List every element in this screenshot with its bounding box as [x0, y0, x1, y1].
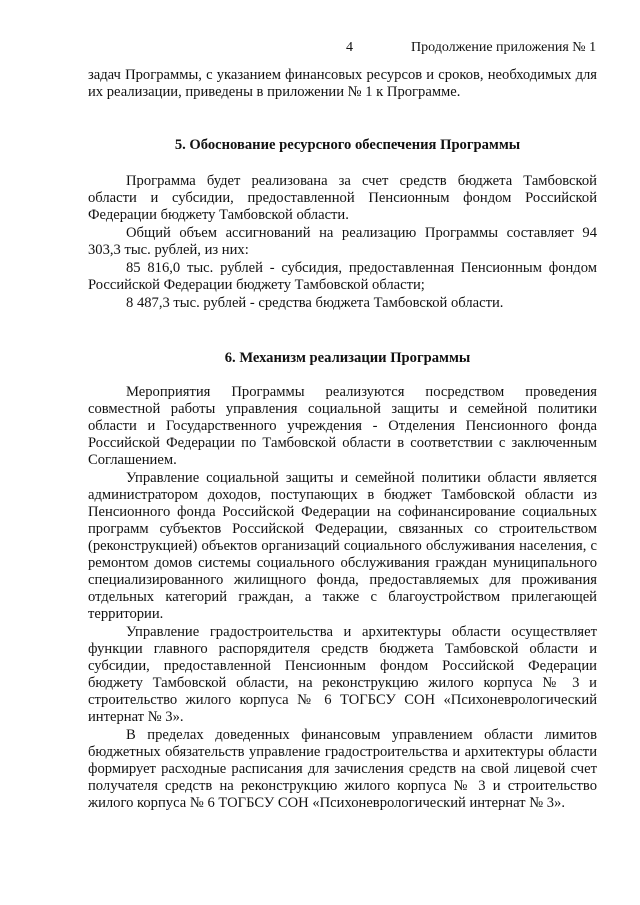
section-6-paragraph-2: Управление социальной защиты и семейной политики области является администратором доходов, поступающих в бюджет Тамбовской области из Пенсионного фонда Российской Федерации на софинансирование социальных программ субъектов Российской Федерации, связанных со строительством (реконструкцией) объектов организаций социального обслуживания населения, с ремонтом домов системы социального обслуживания граждан муниципального специализированного жилищного фонда, предоставляемых для проживания отдельных категорий граждан, а также с благоустройством прилегающей территории.: [88, 470, 597, 622]
document-body: [88, 67, 597, 812]
page-number: 4: [346, 40, 353, 55]
section-6-heading: 6. Механизм реализации Программы: [224, 350, 471, 366]
section-6-paragraph-3: Управление градостроительства и архитектуры области осуществляет функции главного распорядителя средств бюджета Тамбовской области и субсидии, предоставленной Пенсионным фондом Российской Федерации бюджету Тамбовской области, на реконструкцию жилого корпуса № 3 и строительство жилого корпуса № 6 ТОГБСУ СОН «Психоневрологический интернат № 3».: [88, 624, 597, 725]
section-5-paragraph-1: Программа будет реализована за счет средств бюджета Тамбовской области и субсидии, предоставленной Пенсионным фондом Российской Федерации бюджету Тамбовской области.: [88, 173, 597, 223]
section-5-paragraph-4: 8 487,3 тыс. рублей - средства бюджета Тамбовской области.: [126, 295, 504, 311]
section-6-paragraph-1: Мероприятия Программы реализуются посредством проведения совместной работы управления социальной защиты и семейной политики области и Государственного учреждения - Отделения Пенсионного фонда Российской Федерации по Тамбовской области в соответствии с заключенным Соглашением.: [88, 384, 597, 468]
page-header: [0, 40, 640, 58]
section-5-paragraph-3: 85 816,0 тыс. рублей - субсидия, предоставленная Пенсионным фондом Российской Федерации бюджету Тамбовской области;: [88, 260, 597, 293]
section-5-heading: 5. Обоснование ресурсного обеспечения Программы: [174, 137, 521, 153]
intro-paragraph: задач Программы, с указанием финансовых ресурсов и сроков, необходимых для их реализации, приведены в приложении № 1 к Программе.: [88, 67, 597, 100]
continuation-label: Продолжение приложения № 1: [411, 40, 597, 55]
section-6-paragraph-4: В пределах доведенных финансовым управлением области лимитов бюджетных обязательств управление градостроительства и архитектуры области формирует расходные расписания для зачисления средств на свой лицевой счет получателя средств на реконструкцию жилого корпуса № 3 и строительство жилого корпуса № 6 ТОГБСУ СОН «Психоневрологический интернат № 3».: [88, 727, 597, 811]
section-5-paragraph-2: Общий объем ассигнований на реализацию Программы составляет 94 303,3 тыс. рублей, из них:: [88, 225, 597, 258]
